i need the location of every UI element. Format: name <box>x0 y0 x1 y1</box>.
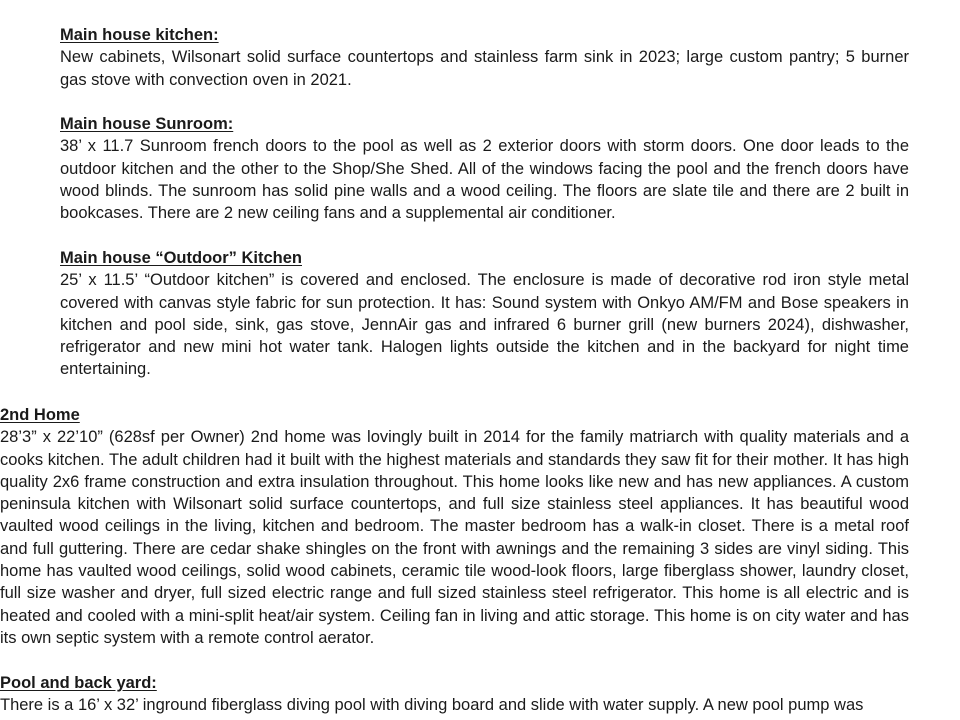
section-body: There is a 16’ x 32’ inground fiberglass diving pool with diving board and slide with water supply. A new pool pump was <box>0 696 864 715</box>
section-body: 25’ x 11.5’ “Outdoor kitchen” is covered and enclosed. The enclosure is made of decorative rod iron style metal covered with canvas style fabric for sun protection. It has: Sound system with Onkyo AM/FM and Bose speakers in kitchen and pool side, sink, gas stove, JennAir gas and infrared 6 burner grill (new burners 2024), dishwasher, refrigerator and new mini hot water tank. Halogen lights outside the kitchen and in the backyard for night time entertaining. <box>60 271 909 379</box>
section-main-house-outdoor-kitchen <box>60 247 909 381</box>
section-heading: Pool and back yard: <box>0 674 157 692</box>
cut-off-previous-line <box>0 0 910 4</box>
section-pool-and-back-yard <box>0 672 909 717</box>
section-heading: 2nd Home <box>0 406 80 424</box>
section-heading: Main house “Outdoor” Kitchen <box>60 249 302 267</box>
section-body: New cabinets, Wilsonart solid surface countertops and stainless farm sink in 2023; large custom pantry; 5 burner gas stove with convection oven in 2021. <box>60 48 909 89</box>
section-body: 28’3” x 22’10” (628sf per Owner) 2nd home was lovingly built in 2014 for the family matriarch with quality materials and a cooks kitchen. The adult children had it built with the highest materials and standards they saw fit for their mother. It has high quality 2x6 frame construction and extra insulation throughout. This home looks like new and has new appliances. A custom peninsula kitchen with Wilsonart solid surface countertops, and full size stainless steel appliances. It has beautiful wood vaulted wood ceilings in the living, kitchen and bedroom. The master bedroom has a walk-in closet. There is a metal roof and full guttering. There are cedar shake shingles on the front with awnings and the remaining 3 sides are vinyl siding. This home has vaulted wood ceilings, solid wood cabinets, ceramic tile wood-look floors, large fiberglass shower, laundry closet, full size washer and dryer, full sized electric range and full sized stainless steel refrigerator. This home is all electric and is heated and cooled with a mini-split heat/air system. Ceiling fan in living and attic storage. This home is on city water and has its own septic system with a remote control aerator. <box>0 428 909 647</box>
section-main-house-kitchen <box>60 24 909 91</box>
section-main-house-sunroom <box>60 113 909 224</box>
section-heading: Main house Sunroom: <box>60 115 234 133</box>
section-heading: Main house kitchen: <box>60 26 219 44</box>
section-body: 38’ x 11.7 Sunroom french doors to the pool as well as 2 exterior doors with storm doors. One door leads to the outdoor kitchen and the other to the Shop/She Shed. All of the windows facing the pool and the french doors have wood blinds. The sunroom has solid pine walls and a wood ceiling. The floors are slate tile and there are 2 built in bookcases. There are 2 new ceiling fans and a supplemental air conditioner. <box>60 137 909 223</box>
section-2nd-home <box>0 404 909 649</box>
